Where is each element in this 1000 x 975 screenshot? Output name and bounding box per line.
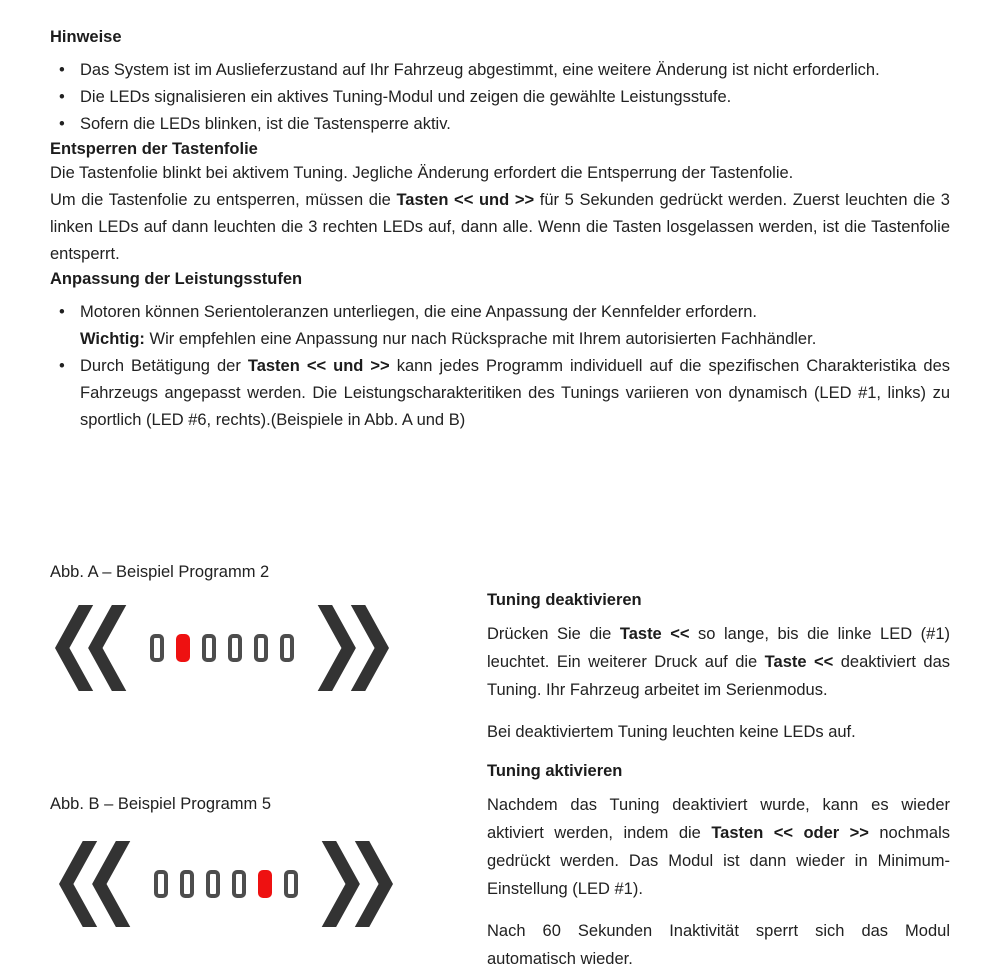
paragraph-text: nochmals gedrückt werden. Das Modul ist dann wieder in Minimum-Einstellung (LED #1).: [487, 824, 950, 898]
led-5-active: [258, 870, 272, 898]
list-item-text: Motoren können Serientoleranzen unterliegen, die eine Anpassung der Kennfelder erfordern.: [80, 303, 757, 321]
list-item: [50, 84, 950, 111]
list-item: [50, 353, 950, 434]
chevron-left-icon: [55, 605, 127, 691]
section-title-tuning-aktivieren: Tuning aktivieren: [487, 762, 623, 780]
entsperren-paragraph: [50, 160, 950, 268]
hinweise-list: [50, 57, 950, 138]
bold-key-text: Taste <<: [619, 625, 690, 643]
instructions-column: [487, 589, 950, 973]
list-item-text: kann jedes Programm individuell auf die spezifischen Charakteristika des Fahrzeugs angepasst werden. Die Leistungscharakteritiken des Tunings variieren von dynamisch (LED #1, links) zu sportlich (LED #6, rechts).(Beispiele in Abb. A und B): [80, 357, 950, 429]
bullet-marker: •: [59, 61, 65, 79]
bold-keys-text: Tasten << und >>: [396, 191, 535, 209]
led-2-active: [176, 634, 190, 662]
paragraph-text: Die Tastenfolie blinkt bei aktivem Tuning. Jegliche Änderung erfordert die Entsperrung der Tastenfolie.: [50, 164, 794, 182]
bold-keys-text: Tasten << und >>: [247, 357, 390, 375]
bullet-marker: •: [59, 88, 65, 106]
led-3: [202, 634, 216, 662]
chevron-right-icon: [321, 841, 393, 927]
paragraph-text: Um die Tastenfolie zu entsperren, müssen die: [50, 191, 397, 209]
section-title-anpassung: Anpassung der Leistungsstufen: [50, 270, 303, 288]
anpassung-list: [50, 299, 950, 434]
led-1: [150, 634, 164, 662]
figure-b-led-panel: [59, 841, 393, 927]
paragraph-text: Nachdem das Tuning deaktiviert wurde, kann es wieder aktiviert werden, indem die: [487, 796, 950, 842]
chevron-left-icon: [59, 841, 131, 927]
list-item-text: Das System ist im Auslieferzustand auf Ihr Fahrzeug abgestimmt, eine weitere Änderung ist nicht erforderlich.: [80, 61, 880, 79]
led-2: [180, 870, 194, 898]
figure-a-led-panel: [55, 605, 389, 691]
figure-a-caption: Abb. A – Beispiel Programm 2: [50, 563, 270, 581]
bullet-marker: •: [59, 357, 65, 375]
bold-key-text: Taste <<: [764, 653, 834, 671]
led-row: [150, 634, 294, 662]
led-4: [232, 870, 246, 898]
list-item-text: Die LEDs signalisieren ein aktives Tuning-Modul und zeigen die gewählte Leistungsstufe.: [80, 88, 732, 106]
paragraph-text: so lange, bis die linke LED (#1) leuchtet. Ein weiterer Druck auf die: [487, 625, 951, 671]
figure-b-caption: Abb. B – Beispiel Programm 5: [50, 795, 272, 813]
deaktivieren-paragraph: [487, 620, 950, 704]
paragraph-text: Drücken Sie die: [487, 625, 620, 643]
aktivieren-paragraph: [487, 791, 950, 903]
aktivieren-note: Nach 60 Sekunden Inaktivität sperrt sich das Modul automatisch wieder.: [487, 922, 950, 968]
led-4: [228, 634, 242, 662]
list-item-text: Sofern die LEDs blinken, ist die Tastensperre aktiv.: [80, 115, 451, 133]
bold-keys-text: Tasten << oder >>: [711, 824, 869, 842]
bold-wichtig-text: Wichtig:: [80, 330, 145, 348]
list-item-text: Durch Betätigung der: [80, 357, 248, 375]
document-body: [0, 0, 1000, 434]
figures-and-instructions-area: [50, 553, 950, 975]
bullet-marker: •: [59, 303, 65, 321]
bullet-marker: •: [59, 115, 65, 133]
list-item: [50, 57, 950, 84]
led-6: [284, 870, 298, 898]
section-title-hinweise: Hinweise: [50, 28, 122, 46]
section-title-entsperren: Entsperren der Tastenfolie: [50, 140, 258, 158]
led-6: [280, 634, 294, 662]
section-title-tuning-deaktivieren: Tuning deaktivieren: [487, 591, 642, 609]
list-item: [50, 299, 950, 353]
led-1: [154, 870, 168, 898]
list-item: [50, 111, 950, 138]
led-3: [206, 870, 220, 898]
led-5: [254, 634, 268, 662]
led-row: [154, 870, 298, 898]
deaktivieren-note: Bei deaktiviertem Tuning leuchten keine LEDs auf.: [487, 723, 856, 741]
paragraph-text: für 5 Sekunden gedrückt werden. Zuerst leuchten die 3 linken LEDs auf dann leuchten die 3 rechten LEDs auf, dann alle. Wenn die Tasten losgelassen werden, ist die Tastenfolie entsperrt.: [50, 191, 950, 263]
chevron-right-icon: [317, 605, 389, 691]
paragraph-text: deaktiviert das Tuning. Ihr Fahrzeug arbeitet im Serienmodus.: [487, 653, 950, 699]
list-item-text: Wir empfehlen eine Anpassung nur nach Rücksprache mit Ihrem autorisierten Fachhändler.: [144, 330, 817, 348]
